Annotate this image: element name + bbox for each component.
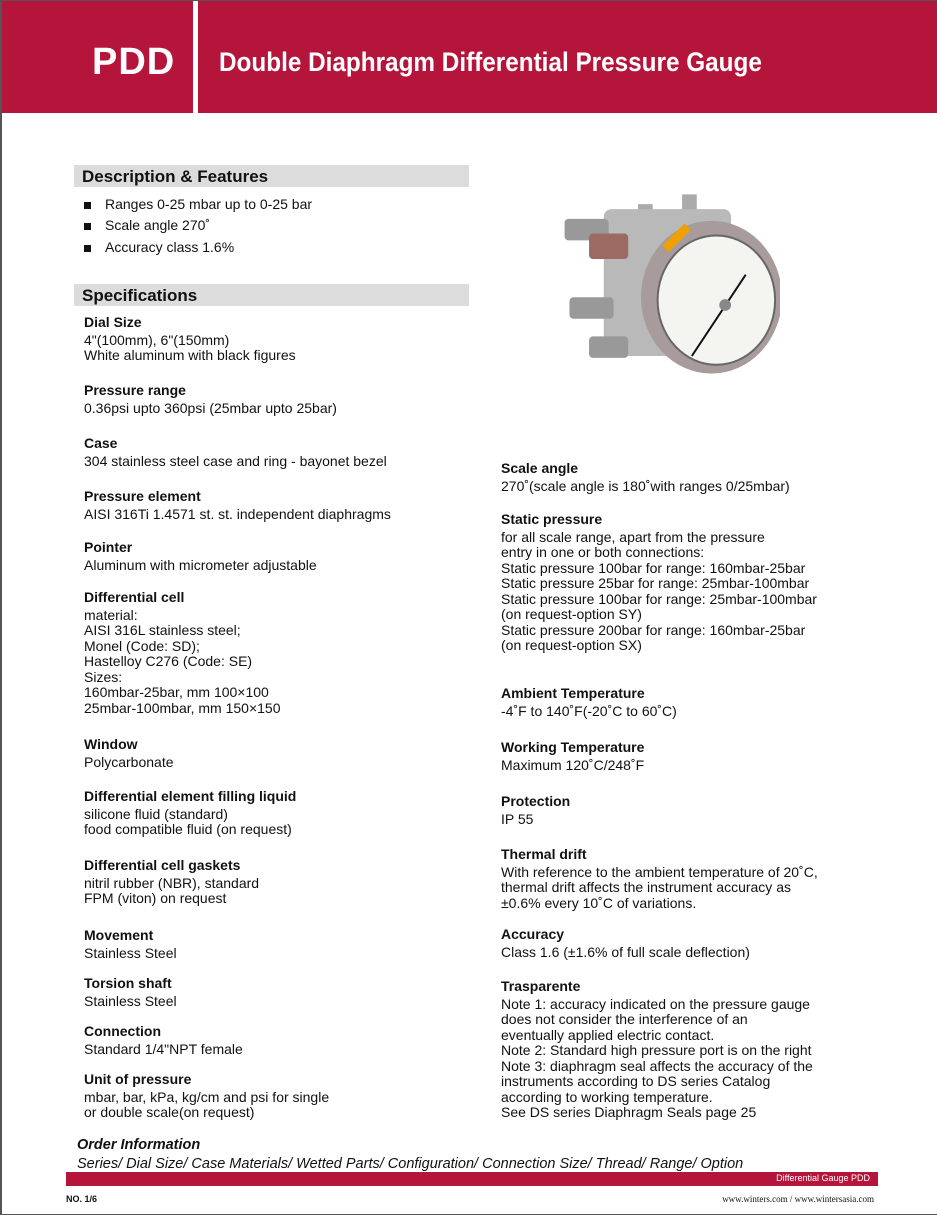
spec-line: FPM (viton) on request (84, 890, 227, 906)
spec-line: nitril rubber (NBR), standard (84, 874, 260, 891)
spec-line: Note 1: accuracy indicated on the pressure gauge (501, 995, 810, 1012)
feature-bullet (84, 239, 234, 255)
header-divider (193, 1, 198, 113)
spec-line: 304 stainless steel case and ring - bayonet bezel (84, 452, 387, 469)
section-description (74, 165, 469, 187)
spec-block (84, 489, 391, 522)
spec-title: Torsion shaft (84, 975, 172, 991)
spec-line: mbar, bar, kPa, kg/cm and psi for single (84, 1088, 330, 1105)
spec-title: Movement (84, 927, 154, 943)
spec-line: Static pressure 100bar for range: 25mbar-100mbar (501, 590, 817, 607)
spec-line: ±0.6% every 10˚C of variations. (501, 894, 697, 911)
spec-line: thermal drift affects the instrument accuracy as (501, 879, 791, 895)
spec-line: (on request-option SX) (501, 637, 642, 653)
order-title: Order Information (77, 1137, 201, 1153)
spec-line: Sizes: (84, 668, 123, 685)
spec-block (501, 740, 644, 773)
spec-title: Thermal drift (501, 846, 587, 862)
bullet-icon (84, 223, 91, 230)
spec-block (84, 315, 296, 364)
spec-block (501, 794, 570, 827)
spec-line: Class 1.6 (±1.6% of full scale deflection) (501, 943, 750, 960)
spec-line: White aluminum with black figures (84, 347, 296, 363)
feature-bullet (84, 196, 312, 212)
feature-bullet (84, 217, 210, 233)
spec-block (501, 461, 790, 494)
spec-line: instruments according to DS series Catalog (501, 1073, 771, 1089)
spec-block (84, 1072, 329, 1121)
page-number: NO. 1/6 (66, 1194, 98, 1204)
spec-line: Stainless Steel (84, 992, 177, 1009)
order-information (77, 1137, 743, 1172)
spec-line: silicone fluid (standard) (84, 805, 228, 822)
spec-title: Pressure element (84, 488, 201, 504)
product-code: PDD (92, 41, 176, 83)
spec-line: Stainless Steel (84, 944, 177, 961)
spec-line: Note 3: diaphragm seal affects the accuracy of the (501, 1057, 813, 1074)
website-link[interactable]: www.winters.com / www.wintersasia.com (722, 1194, 874, 1204)
spec-line: -4˚F to 140˚F(-20˚C to 60˚C) (501, 702, 677, 719)
section-specifications (74, 284, 469, 306)
page-title: Double Diaphragm Differential Pressure Gauge (219, 47, 762, 77)
spec-title: Case (84, 435, 118, 451)
spec-line: Monel (Code: SD); (84, 637, 200, 654)
spec-line: Note 2: Standard high pressure port is on the right (501, 1042, 812, 1058)
section-heading: Description & Features (82, 167, 269, 186)
spec-title: Window (84, 736, 138, 752)
spec-block (84, 858, 259, 907)
spec-line: or double scale(on request) (84, 1104, 255, 1120)
spec-line: Static pressure 25bar for range: 25mbar-100mbar (501, 575, 810, 591)
spec-title: Trasparente (501, 978, 581, 994)
spec-title: Pointer (84, 539, 133, 555)
spec-title: Unit of pressure (84, 1071, 192, 1087)
spec-title: Differential cell gaskets (84, 857, 241, 873)
spec-line: according to working temperature. (501, 1088, 713, 1105)
spec-line: does not consider the interference of an (501, 1011, 748, 1027)
spec-block (84, 383, 337, 416)
spec-line: (on request-option SY) (501, 606, 642, 622)
spec-block (501, 927, 750, 960)
spec-line: AISI 316Ti 1.4571 st. st. independent diaphragms (84, 505, 391, 522)
spec-line: food compatible fluid (on request) (84, 821, 292, 837)
spec-line: Maximum 120˚C/248˚F (501, 756, 645, 773)
spec-title: Static pressure (501, 511, 603, 527)
spec-block (84, 1024, 243, 1057)
footer-bar (66, 1172, 878, 1186)
spec-block (84, 737, 174, 770)
spec-line: Aluminum with micrometer adjustable (84, 556, 317, 573)
spec-title: Scale angle (501, 460, 579, 476)
spec-block (84, 928, 177, 961)
spec-block (501, 847, 818, 911)
spec-title: Accuracy (501, 926, 565, 942)
spec-title: Dial Size (84, 314, 142, 330)
bullet-text: Ranges 0-25 mbar up to 0-25 bar (105, 196, 313, 212)
spec-line: 0.36psi upto 360psi (25mbar upto 25bar) (84, 399, 337, 416)
spec-line: entry in one or both connections: (501, 544, 705, 560)
spec-title: Differential element filling liquid (84, 788, 297, 804)
spec-block (84, 789, 296, 838)
gauge-product-photo (545, 165, 780, 400)
spec-line: for all scale range, apart from the pressure (501, 528, 765, 545)
spec-block (501, 979, 813, 1121)
spec-title: Working Temperature (501, 739, 645, 755)
spec-line: 4"(100mm), 6"(150mm) (84, 331, 230, 348)
spec-title: Pressure range (84, 382, 186, 398)
spec-block (84, 436, 387, 469)
spec-block (501, 512, 817, 654)
bullet-text: Accuracy class 1.6% (105, 239, 235, 255)
spec-title: Ambient Temperature (501, 685, 645, 701)
bullet-icon (84, 245, 91, 252)
section-heading: Specifications (82, 286, 198, 305)
spec-block (501, 686, 677, 719)
spec-line: 160mbar-25bar, mm 100×100 (84, 684, 269, 700)
spec-line: 270˚(scale angle is 180˚with ranges 0/25mbar) (501, 477, 790, 494)
spec-line: Static pressure 200bar for range: 160mbar-25bar (501, 621, 806, 638)
bullet-icon (84, 202, 91, 209)
spec-line: Standard 1/4"NPT female (84, 1040, 243, 1057)
spec-line: Static pressure 100bar for range: 160mbar-25bar (501, 559, 806, 576)
spec-block (84, 590, 281, 716)
spec-line: Polycarbonate (84, 753, 174, 770)
spec-line: IP 55 (501, 810, 534, 827)
spec-line: AISI 316L stainless steel; (84, 622, 241, 638)
order-code-format: Series/ Dial Size/ Case Materials/ Wetted Parts/ Configuration/ Connection Size/ Thread/ Range/ Option (77, 1156, 744, 1172)
spec-block (84, 540, 317, 573)
spec-line: With reference to the ambient temperature of 20˚C, (501, 863, 818, 880)
spec-line: material: (84, 606, 138, 623)
spec-line: 25mbar-100mbar, mm 150×150 (84, 699, 281, 716)
spec-block (84, 976, 177, 1009)
footer-bar-label: Differential Gauge PDD (776, 1173, 870, 1183)
spec-line: eventually applied electric contact. (501, 1026, 715, 1043)
header-banner (2, 1, 937, 113)
spec-title: Differential cell (84, 589, 185, 605)
spec-line: Hastelloy C276 (Code: SE) (84, 653, 253, 669)
bullet-text: Scale angle 270˚ (105, 217, 211, 233)
spec-line: See DS series Diaphragm Seals page 25 (501, 1104, 757, 1120)
spec-title: Connection (84, 1023, 161, 1039)
spec-title: Protection (501, 793, 571, 809)
